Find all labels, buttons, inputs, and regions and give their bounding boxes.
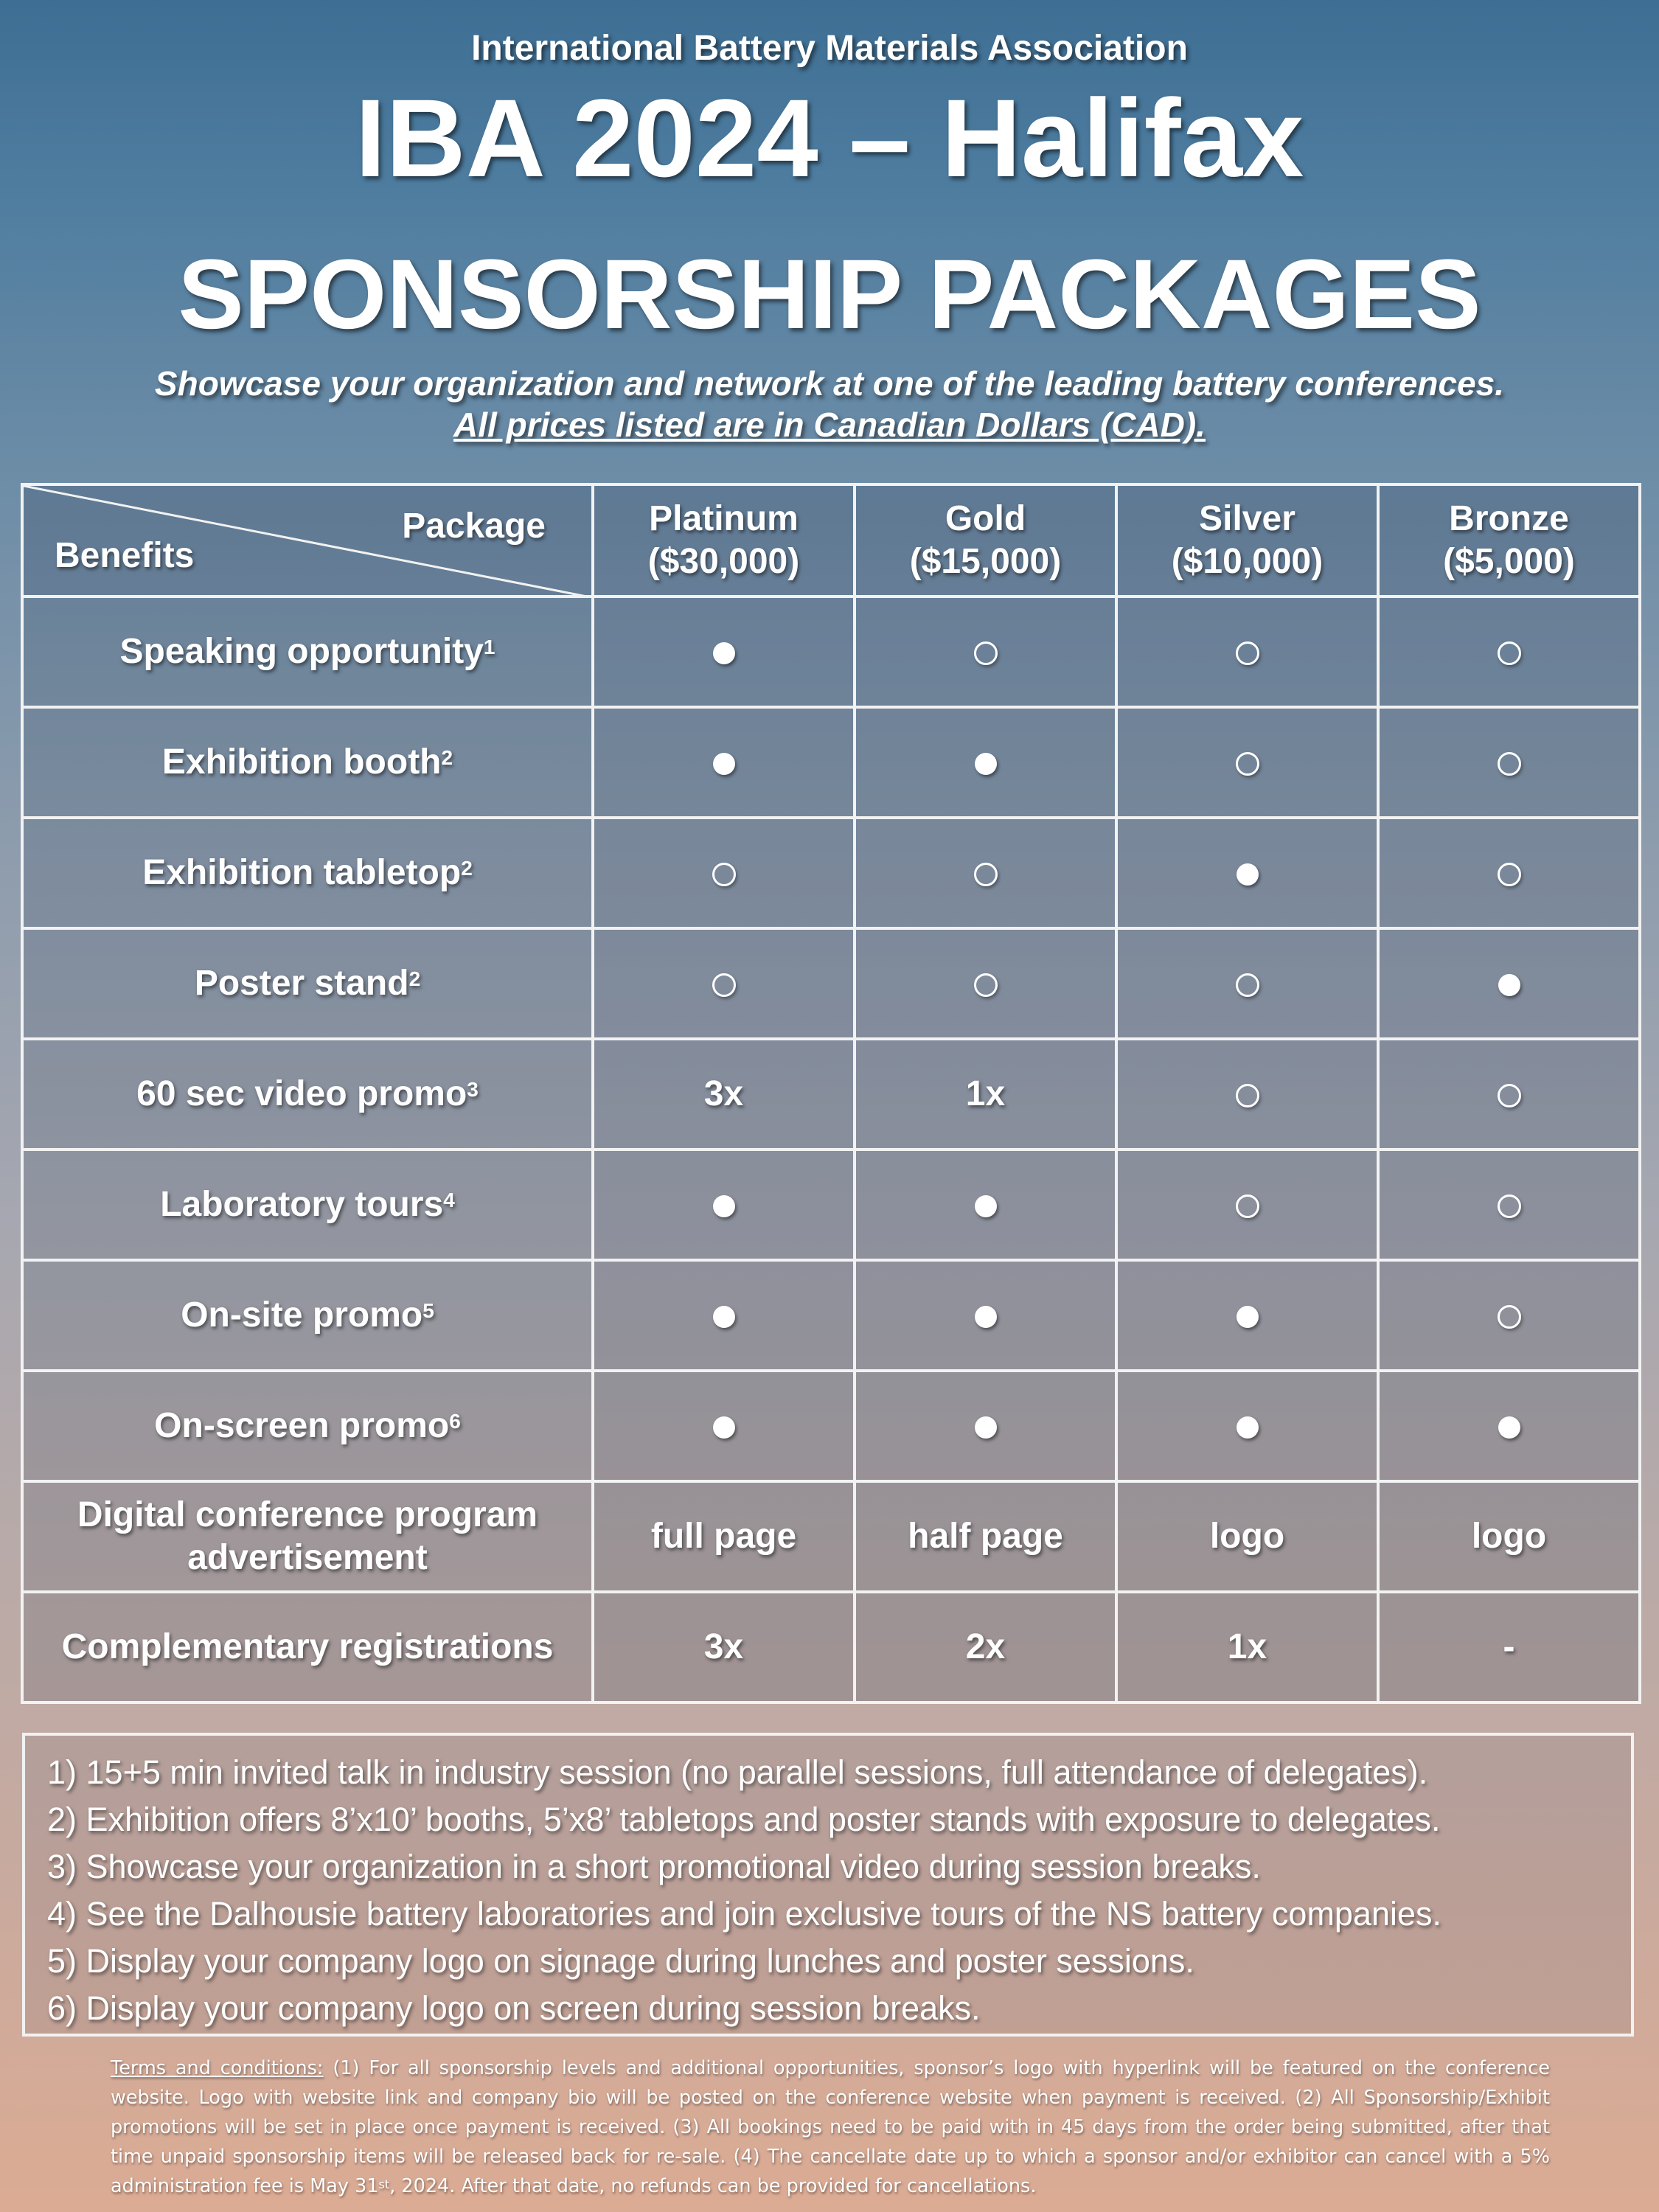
page-subtitle: SPONSORSHIP PACKAGES xyxy=(178,240,1481,349)
benefit-value-platinum xyxy=(593,707,855,818)
filled-circle-icon xyxy=(975,1416,997,1439)
benefit-label: Speaking opportunity xyxy=(119,632,484,671)
empty-circle-icon xyxy=(1236,752,1259,776)
package-price: ($5,000) xyxy=(1443,542,1575,581)
benefit-value-text: full page xyxy=(650,1517,797,1556)
benefit-cell xyxy=(22,707,593,818)
benefit-value-silver xyxy=(1116,1039,1378,1150)
footnote-item: 3) Showcase your organization in a short promotional video during session breaks. xyxy=(47,1848,1261,1885)
benefit-value-silver xyxy=(1116,1260,1378,1371)
packages-table xyxy=(21,483,1641,1704)
empty-circle-icon xyxy=(712,973,736,997)
empty-circle-icon xyxy=(1498,863,1521,886)
tagline: Showcase your organization and network at one of the leading battery conferences. xyxy=(154,364,1505,403)
empty-circle-icon xyxy=(974,973,998,997)
footnote-item: 6) Display your company logo on screen during session breaks. xyxy=(47,1989,981,2027)
benefit-value-text: 3x xyxy=(703,1627,744,1666)
package-price: ($30,000) xyxy=(647,542,800,581)
filled-circle-icon xyxy=(1237,1416,1259,1439)
footnote-item: 4) See the Dalhousie battery laboratories and join exclusive tours of the NS battery companies. xyxy=(47,1895,1442,1933)
benefit-value-text: half page xyxy=(908,1517,1063,1556)
filled-circle-icon xyxy=(713,753,735,775)
package-header-platinum xyxy=(593,484,855,597)
package-header-silver xyxy=(1116,484,1378,597)
benefit-value-silver xyxy=(1116,1481,1378,1592)
benefit-label: 60 sec video promo xyxy=(136,1074,467,1113)
table-row xyxy=(22,1592,1640,1703)
empty-circle-icon xyxy=(1236,1194,1259,1218)
footnote-marker: 5 xyxy=(422,1299,434,1322)
filled-circle-icon xyxy=(713,642,735,664)
table-row xyxy=(22,597,1640,707)
empty-circle-icon xyxy=(1498,1305,1521,1329)
benefit-value-bronze xyxy=(1378,818,1640,928)
filled-circle-icon xyxy=(975,753,997,775)
benefit-label: Laboratory tours xyxy=(160,1185,444,1224)
table-row xyxy=(22,1039,1640,1150)
package-name: Gold xyxy=(945,499,1026,538)
footnote-marker: 3 xyxy=(467,1078,479,1101)
empty-circle-icon xyxy=(1498,752,1521,776)
benefit-value-text: 1x xyxy=(1227,1627,1267,1666)
benefit-value-platinum xyxy=(593,1481,855,1592)
benefit-value-silver xyxy=(1116,1150,1378,1260)
filled-circle-icon xyxy=(1237,863,1259,886)
benefit-value-text: 3x xyxy=(703,1074,744,1113)
filled-circle-icon xyxy=(713,1306,735,1328)
benefit-cell xyxy=(22,1039,593,1150)
table-row xyxy=(22,1150,1640,1260)
benefit-value-platinum xyxy=(593,1039,855,1150)
empty-circle-icon xyxy=(1236,641,1259,665)
sponsorship-table xyxy=(21,483,1638,1701)
benefit-value-platinum xyxy=(593,928,855,1039)
benefit-value-silver xyxy=(1116,597,1378,707)
benefit-label: Exhibition booth xyxy=(161,742,442,782)
corner-benefits-label: Benefits xyxy=(55,536,195,575)
benefit-value-gold xyxy=(855,1260,1116,1371)
empty-circle-icon xyxy=(1236,1084,1259,1107)
benefit-label: Exhibition tabletop xyxy=(142,853,462,892)
benefit-cell xyxy=(22,1371,593,1481)
benefit-label: On-screen promo xyxy=(154,1406,450,1445)
footnotes-box xyxy=(22,1733,1634,2037)
benefit-value-gold xyxy=(855,597,1116,707)
footnote-marker: 2 xyxy=(408,967,421,990)
benefit-value-platinum xyxy=(593,818,855,928)
footnote-item: 2) Exhibition offers 8’x10’ booths, 5’x8’ tabletops and poster stands with exposure to delegates. xyxy=(47,1801,1441,1838)
benefit-value-platinum xyxy=(593,597,855,707)
terms-label: Terms and conditions: xyxy=(111,2057,324,2079)
footnote-marker: 4 xyxy=(443,1189,455,1211)
benefit-value-silver xyxy=(1116,928,1378,1039)
benefit-cell xyxy=(22,1592,593,1703)
terms-text: (1) For all sponsorship levels and additional opportunities, sponsor’s logo with hyperlink will be featured on the conference website. Logo with website link and company bio will be posted on the conference website when payment is received. (2) All Sponsorship/Exhibit promotions will be set in place once payment is received. (3) All bookings need to be paid with in 45 days from the order being submitted, after that time unpaid sponsorship items will be released back for re-sale. (4) The cancellate date up to which a sponsor and/or exhibitor can cancel with a 5% administration fee is May 31 xyxy=(111,2057,1550,2197)
package-name: Platinum xyxy=(649,499,799,538)
package-price: ($10,000) xyxy=(1171,542,1324,581)
empty-circle-icon xyxy=(712,863,736,886)
benefit-value-text: - xyxy=(1503,1627,1515,1666)
empty-circle-icon xyxy=(1236,973,1259,997)
terms-date-suffix: st xyxy=(378,2177,390,2191)
footnote-marker: 6 xyxy=(449,1410,461,1433)
benefit-value-gold xyxy=(855,1150,1116,1260)
empty-circle-icon xyxy=(1498,641,1521,665)
footnote-item: 1) 15+5 min invited talk in industry session (no parallel sessions, full attendance of delegates). xyxy=(47,1753,1428,1791)
benefit-cell xyxy=(22,597,593,707)
filled-circle-icon xyxy=(1498,974,1520,996)
empty-circle-icon xyxy=(1498,1194,1521,1218)
empty-circle-icon xyxy=(974,641,998,665)
benefit-value-silver xyxy=(1116,707,1378,818)
corner-package-label: Package xyxy=(402,507,546,546)
filled-circle-icon xyxy=(975,1306,997,1328)
benefit-value-gold xyxy=(855,1039,1116,1150)
filled-circle-icon xyxy=(713,1416,735,1439)
benefit-cell xyxy=(22,928,593,1039)
benefit-cell xyxy=(22,1260,593,1371)
benefit-value-bronze xyxy=(1378,707,1640,818)
empty-circle-icon xyxy=(1498,1084,1521,1107)
benefit-value-bronze xyxy=(1378,928,1640,1039)
benefit-value-platinum xyxy=(593,1260,855,1371)
currency-note: All prices listed are in Canadian Dollars (CAD). xyxy=(453,406,1206,444)
package-name: Bronze xyxy=(1449,499,1569,538)
benefit-value-bronze xyxy=(1378,1481,1640,1592)
benefit-value-bronze xyxy=(1378,1592,1640,1703)
benefit-label: On-site promo xyxy=(181,1295,423,1335)
table-header-row xyxy=(22,484,1640,597)
benefit-value-platinum xyxy=(593,1592,855,1703)
package-header-gold xyxy=(855,484,1116,597)
benefit-label: Complementary registrations xyxy=(61,1627,554,1666)
benefit-value-silver xyxy=(1116,1592,1378,1703)
benefit-label: Poster stand xyxy=(194,964,409,1003)
footnote-marker: 2 xyxy=(461,857,473,880)
organization-name: International Battery Materials Association xyxy=(471,29,1188,68)
table-row xyxy=(22,1260,1640,1371)
benefit-cell xyxy=(22,1481,593,1592)
benefit-value-gold xyxy=(855,1592,1116,1703)
benefit-value-bronze xyxy=(1378,1150,1640,1260)
empty-circle-icon xyxy=(974,863,998,886)
benefit-value-bronze xyxy=(1378,597,1640,707)
benefit-value-text: 1x xyxy=(965,1074,1006,1113)
benefit-value-silver xyxy=(1116,818,1378,928)
benefit-value-text: logo xyxy=(1471,1517,1547,1556)
benefit-cell xyxy=(22,1150,593,1260)
filled-circle-icon xyxy=(1498,1416,1520,1439)
benefit-value-bronze xyxy=(1378,1260,1640,1371)
terms-and-conditions xyxy=(111,2053,1550,2201)
benefit-value-gold xyxy=(855,707,1116,818)
footnote-marker: 1 xyxy=(483,636,495,658)
table-row xyxy=(22,1481,1640,1592)
filled-circle-icon xyxy=(975,1195,997,1217)
benefit-value-bronze xyxy=(1378,1371,1640,1481)
benefit-value-platinum xyxy=(593,1150,855,1260)
benefit-cell xyxy=(22,818,593,928)
table-row xyxy=(22,928,1640,1039)
table-row xyxy=(22,707,1640,818)
package-header-bronze xyxy=(1378,484,1640,597)
benefit-value-text: 2x xyxy=(965,1627,1006,1666)
terms-text-end: , 2024. After that date, no refunds can be provided for cancellations. xyxy=(389,2175,1037,2197)
table-row xyxy=(22,818,1640,928)
benefit-value-platinum xyxy=(593,1371,855,1481)
footnote-item: 5) Display your company logo on signage during lunches and poster sessions. xyxy=(47,1942,1194,1980)
table-corner-cell xyxy=(22,484,593,597)
filled-circle-icon xyxy=(1237,1306,1259,1328)
benefit-value-gold xyxy=(855,1371,1116,1481)
benefit-value-text: logo xyxy=(1209,1517,1285,1556)
benefit-value-gold xyxy=(855,1481,1116,1592)
page-title: IBA 2024 – Halifax xyxy=(355,76,1304,200)
benefit-label: Digital conference program advertisement xyxy=(77,1495,538,1577)
benefit-value-gold xyxy=(855,818,1116,928)
package-price: ($15,000) xyxy=(909,542,1062,581)
benefit-value-gold xyxy=(855,928,1116,1039)
filled-circle-icon xyxy=(713,1195,735,1217)
benefit-value-bronze xyxy=(1378,1039,1640,1150)
footnote-marker: 2 xyxy=(441,746,453,769)
benefit-value-silver xyxy=(1116,1371,1378,1481)
table-row xyxy=(22,1371,1640,1481)
package-name: Silver xyxy=(1199,499,1295,538)
